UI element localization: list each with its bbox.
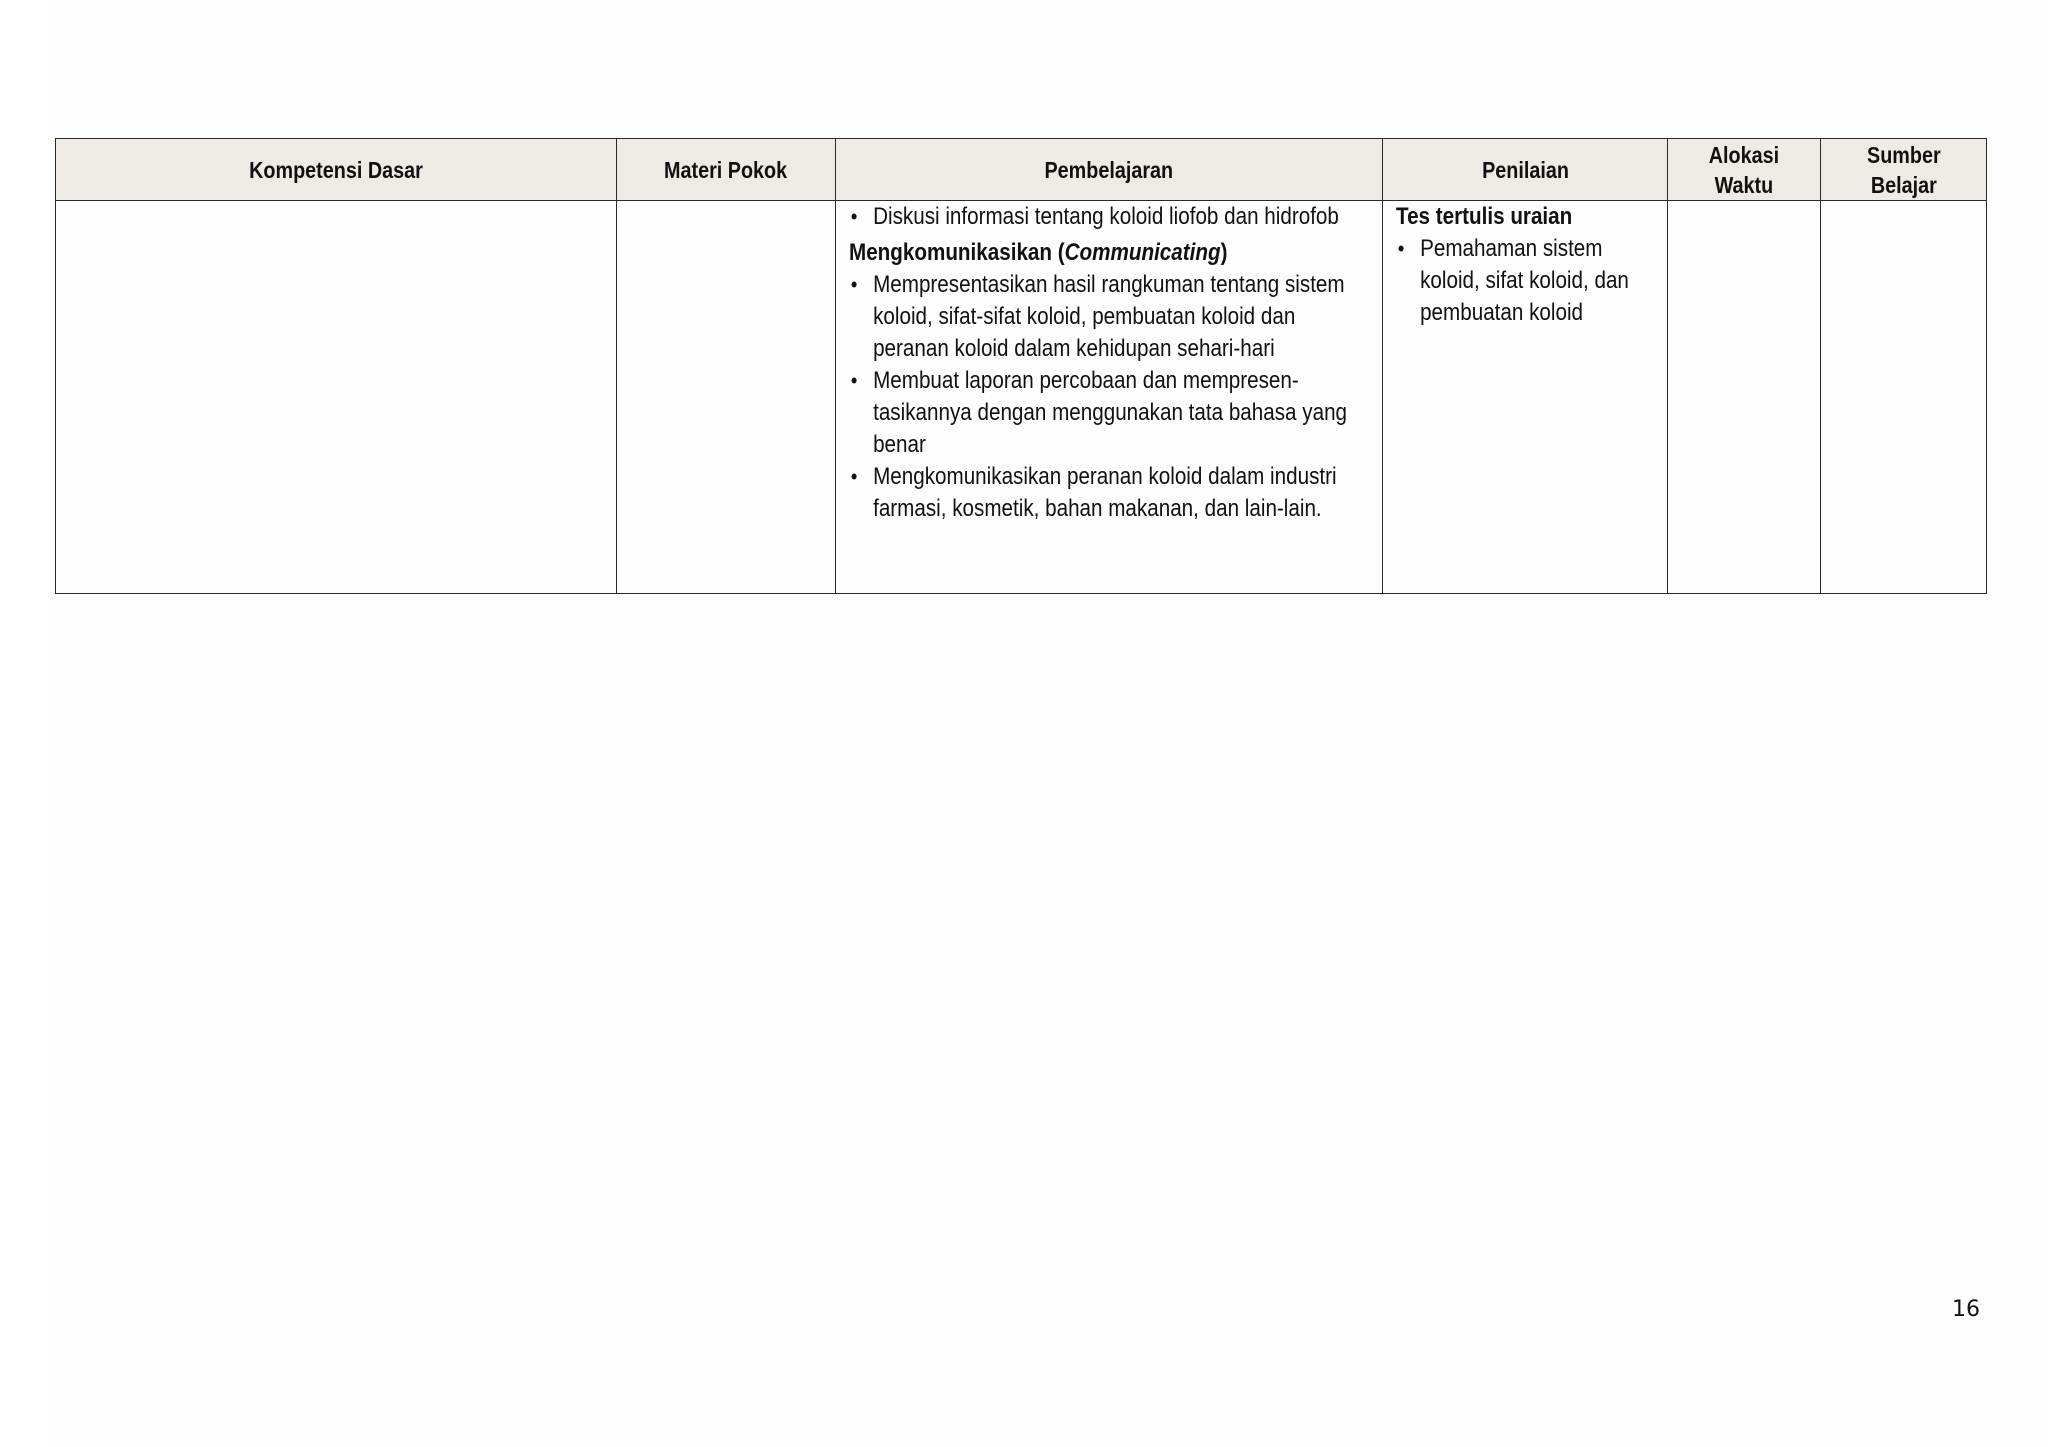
cell-sumber-belajar [1821,201,1987,594]
page-number: 16 [1952,1297,1980,1322]
bullet-icon: • [850,368,858,393]
cell-pembelajaran [836,201,1383,594]
bullet-icon: • [850,204,858,229]
header-sumber-belajar: Sumber Belajar [1821,139,1987,201]
section-heading-mengkomunikasikan: Mengkomunikasikan (Communicating) [849,239,1228,266]
cell-kompetensi-dasar [56,201,617,594]
bullet-icon: • [850,272,858,297]
header-alokasi-waktu: Alokasi Waktu [1668,139,1821,201]
list-item: • Membuat laporan percobaan dan mempresen-tasikannya dengan menggunakan tata bahasa yang benar [850,367,1348,458]
syllabus-table [55,138,1987,594]
header-penilaian: Penilaian [1383,139,1668,201]
header-materi-pokok: Materi Pokok [617,139,836,201]
cell-penilaian [1383,201,1668,594]
bullet-icon: • [850,464,858,489]
list-item: • Mengkomunikasikan peranan koloid dalam industri farmasi, kosmetik, bahan makanan, dan lain-lain. [850,463,1337,522]
list-item: • Mempresentasikan hasil rangkuman tentang sistem koloid, sifat-sifat koloid, pembuatan koloid dan peranan koloid dalam kehidupan sehari-hari [850,271,1345,362]
pembelajaran-communicating-list [849,269,1371,525]
list-item: • Pemahaman sistem koloid, sifat koloid, dan pembuatan koloid [1397,235,1629,326]
table-row [56,201,1987,594]
penilaian-list [1396,233,1656,329]
penilaian-heading: Tes tertulis uraian [1396,203,1573,230]
bullet-icon: • [1397,236,1405,261]
cell-materi-pokok [617,201,836,594]
cell-alokasi-waktu [1668,201,1821,594]
pembelajaran-intro-list [849,201,1371,233]
table-header-row [56,139,1987,201]
header-pembelajaran: Pembelajaran [836,139,1383,201]
header-kompetensi-dasar: Kompetensi Dasar [56,139,617,201]
list-item: • Diskusi informasi tentang koloid liofob dan hidrofob [849,201,1371,233]
